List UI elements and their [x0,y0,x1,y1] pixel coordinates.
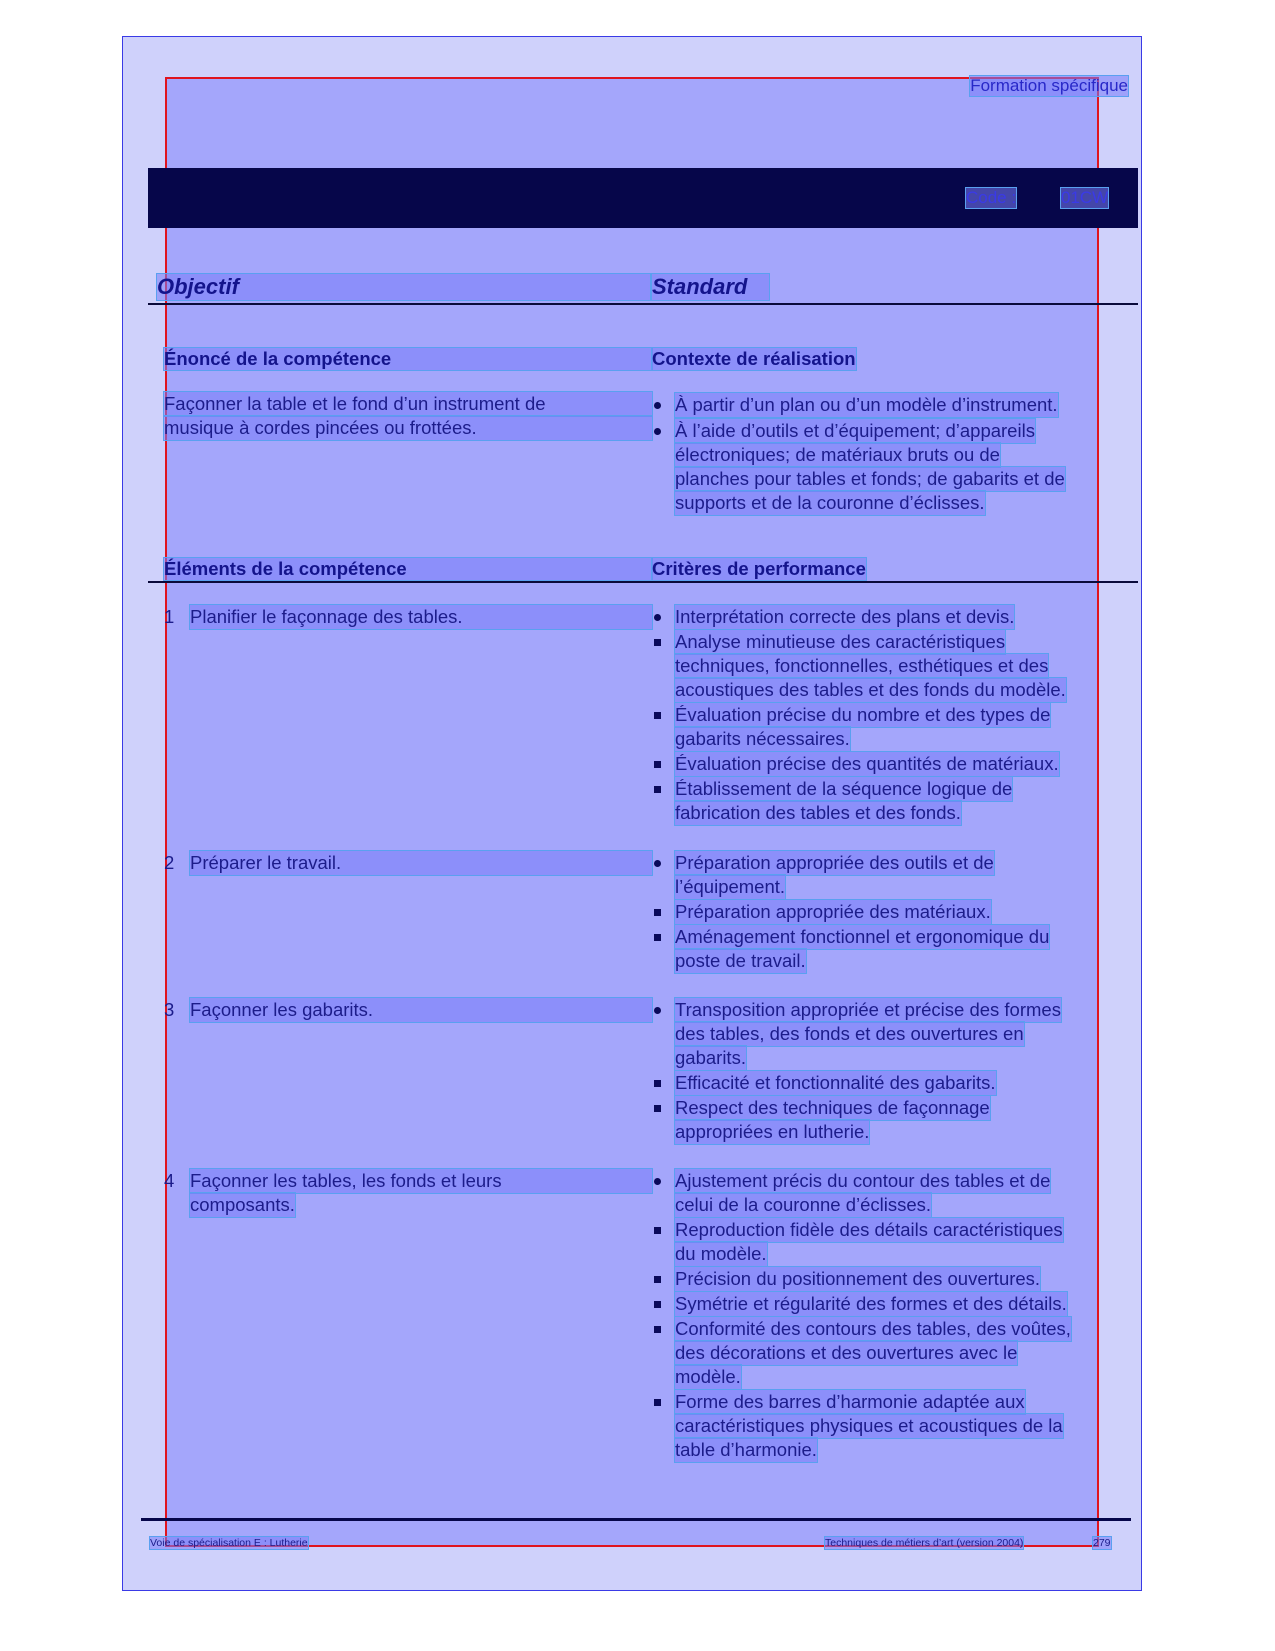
running-header: Formation spécifique [970,76,1128,95]
bullet-icon [654,786,661,793]
critere-line: Conformité des contours des tables, des voûtes, [675,1318,1071,1339]
enonce-line: Façonner la table et le fond d’un instrument de [164,392,652,416]
critere-line: Analyse minutieuse des caractéristiques [675,631,1006,652]
critere-line: Symétrie et régularité des formes et des détails. [675,1293,1067,1314]
critere-line: Aménagement fonctionnel et ergonomique du [675,926,1050,947]
critere-line: caractéristiques physiques et acoustiques de la [675,1415,1063,1436]
bullet-icon [654,934,661,941]
critere-line: Préparation appropriée des outils et de [675,852,994,873]
bullet-icon [654,1007,661,1014]
bullet-icon [654,1326,661,1333]
bullet-icon [654,1227,661,1234]
element-number: 2 [164,852,175,873]
element-text: Façonner les gabarits. [190,998,652,1022]
critere-line: gabarits. [675,1047,746,1068]
critere-line: des décorations et des ouvertures avec le [675,1342,1018,1363]
bullet-icon [654,712,661,719]
contexte-line: planches pour tables et fonds; de gabarits et de [675,468,1065,489]
contexte-line: électroniques; de matériaux bruts ou de [675,444,1000,465]
code-label: Code : [966,188,1017,207]
contexte-line: À l’aide d’outils et d’équipement; d’appareils [675,420,1035,441]
enonce-line: musique à cordes pincées ou frottées. [164,416,652,440]
critere-line: des tables, des fonds et des ouvertures en [675,1023,1024,1044]
critere-line: l’équipement. [675,876,786,897]
critere-line: fabrication des tables et des fonds. [675,802,961,823]
element-text: composants. [190,1194,295,1215]
enonce-label: Énoncé de la compétence [164,348,652,370]
critere-line: Ajustement précis du contour des tables et de [675,1170,1051,1191]
critere-line: poste de travail. [675,950,806,971]
bullet-icon [654,639,661,646]
critere-line: Évaluation précise du nombre et des types de [675,704,1051,725]
critere-line: table d’harmonie. [675,1439,817,1460]
page-number: 279 [1093,1537,1111,1549]
critere-line: Efficacité et fonctionnalité des gabarits. [675,1072,996,1093]
standard-heading: Standard [652,274,769,300]
critere-line: techniques, fonctionnelles, esthétiques et des [675,655,1049,676]
elements-rule [148,581,1138,583]
bullet-icon [654,428,661,435]
bullet-icon [654,614,661,621]
bullet-icon [654,402,661,409]
critere-line: celui de la couronne d’éclisses. [675,1194,932,1215]
footer-right: Techniques de métiers d’art (version 2004) [825,1537,1024,1549]
critere-line: Transposition appropriée et précise des formes [675,999,1061,1020]
critere-line: Reproduction fidèle des détails caractéristiques [675,1219,1063,1240]
section-rule [148,303,1138,305]
critere-line: gabarits nécessaires. [675,728,850,749]
criteres-label: Critères de performance [652,558,866,579]
bullet-icon [654,761,661,768]
critere-line: Respect des techniques de façonnage [675,1097,990,1118]
bullet-icon [654,1276,661,1283]
footer-rule [141,1518,1131,1521]
contexte-label: Contexte de réalisation [652,348,856,369]
element-number: 4 [164,1170,175,1191]
critere-line: du modèle. [675,1243,767,1264]
critere-line: Établissement de la séquence logique de [675,778,1013,799]
bullet-icon [654,909,661,916]
critere-line: modèle. [675,1366,741,1387]
bullet-icon [654,1178,661,1185]
critere-line: Préparation appropriée des matériaux. [675,901,991,922]
elements-label: Éléments de la compétence [164,558,652,580]
bullet-icon [654,1301,661,1308]
critere-line: Précision du positionnement des ouvertures. [675,1268,1041,1289]
contexte-line: supports et de la couronne d’éclisses. [675,492,985,513]
critere-line: appropriées en lutherie. [675,1121,870,1142]
element-text: Préparer le travail. [190,851,652,875]
element-text: Façonner les tables, les fonds et leurs [190,1169,652,1193]
critere-line: acoustiques des tables et des fonds du modèle. [675,679,1066,700]
element-number: 3 [164,999,175,1020]
contexte-line: À partir d’un plan ou d’un modèle d’instrument. [675,394,1058,415]
element-text: Planifier le façonnage des tables. [190,605,652,629]
objectif-heading: Objectif [157,274,650,300]
bullet-icon [654,860,661,867]
bullet-icon [654,1105,661,1112]
bullet-icon [654,1399,661,1406]
critere-line: Interprétation correcte des plans et devis. [675,606,1015,627]
critere-line: Forme des barres d’harmonie adaptée aux [675,1391,1025,1412]
critere-line: Évaluation précise des quantités de matériaux. [675,753,1059,774]
code-value: 01CW [1061,188,1109,207]
bullet-icon [654,1080,661,1087]
element-number: 1 [164,606,175,627]
footer-left: Voie de spécialisation E : Lutherie [150,1537,308,1549]
